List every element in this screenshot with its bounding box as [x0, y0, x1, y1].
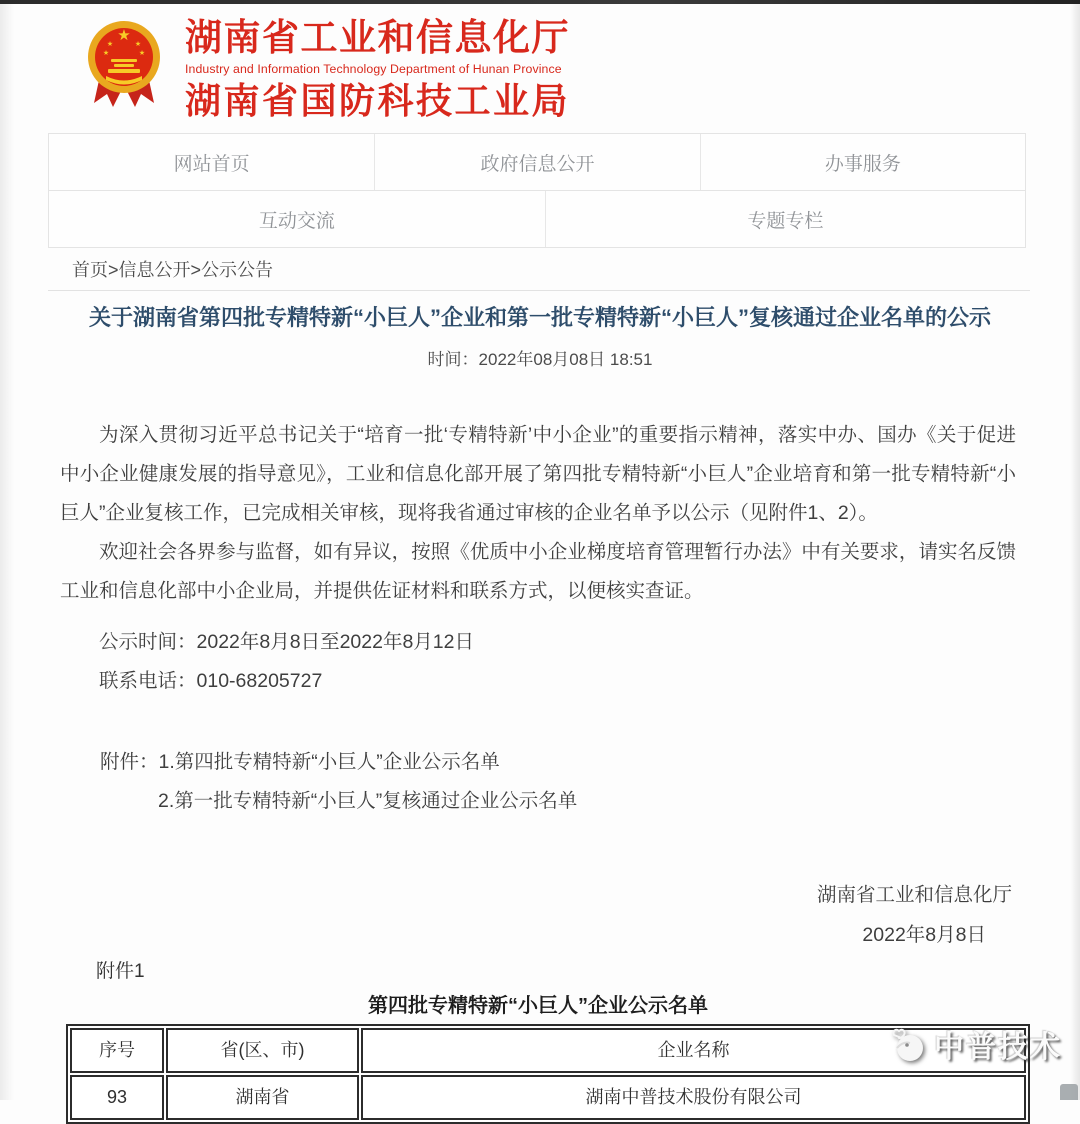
national-emblem-icon[interactable] [86, 13, 162, 113]
attachments-label: 附件： [100, 751, 159, 773]
signature-date: 2022年8月8日 [862, 924, 986, 946]
breadcrumb[interactable]: 首页>信息公开>公示公告 [72, 260, 274, 280]
article-title: 关于湖南省第四批专精特新“小巨人”企业和第一批专精特新“小巨人”复核通过企业名单的公示 [88, 305, 991, 330]
attachment-item-1 [60, 743, 1016, 782]
column-header-index: 序号 [70, 1028, 164, 1073]
nav-row-1 [49, 134, 1025, 190]
attachment-link-2[interactable]: 2.第一批专精特新“小巨人”复核通过企业公示名单 [158, 790, 578, 812]
nav-row-2 [49, 190, 1025, 247]
svg-text:★: ★ [138, 50, 146, 57]
table-row [70, 1075, 1026, 1120]
attachment-item-2 [60, 782, 1016, 821]
column-header-province: 省(区、市) [166, 1028, 359, 1073]
main-nav [48, 133, 1026, 248]
attachment-link-1[interactable]: 1.第四批专精特新“小巨人”企业公示名单 [158, 751, 500, 773]
signature-org: 湖南省工业和信息化厅 [816, 884, 1012, 906]
nav-item-home[interactable]: 网站首页 [49, 134, 374, 190]
nav-item-interaction[interactable]: 互动交流 [49, 191, 545, 247]
nav-item-special-columns[interactable]: 专题专栏 [545, 191, 1025, 247]
column-header-company: 企业名称 [361, 1028, 1026, 1073]
site-header [0, 0, 1080, 125]
cell-index: 93 [70, 1075, 164, 1120]
watermark-text: 中普技术 [934, 1031, 1062, 1064]
attachments-list [60, 743, 1016, 821]
appendix-table-title: 第四批专精特新“小巨人”企业公示名单 [368, 995, 708, 1017]
signature-block [60, 883, 1016, 947]
right-edge-shade [1070, 0, 1080, 1100]
article-body [60, 416, 1016, 1124]
svg-text:★: ★ [134, 41, 142, 48]
org-name-cn-secondary: 湖南省国防科技工业局 [185, 80, 571, 121]
svg-text:★: ★ [117, 27, 131, 44]
article-timestamp: 时间：2022年08月08日 18:51 [427, 350, 653, 369]
org-name-cn-primary: 湖南省工业和信息化厅 [185, 17, 570, 58]
article-paragraph: 欢迎社会各界参与监督，如有异议，按照《优质中小企业梯度培育管理暂行办法》中有关要求，请实名反馈工业和信息化部中小企业局，并提供佐证材料和联系方式，以便核实查证。 [60, 541, 1016, 602]
article-paragraph: 为深入贯彻习近平总书记关于“培育一批‘专精特新’中小企业”的重要指示精神，落实中办、国办《关于促进中小企业健康发展的指导意见》，工业和信息化部开展了第四批专精特新“小巨人”企业培育和第一批专精特新“小巨人”企业复核工作，已完成相关审核，现将我省通过审核的企业名单予以公示（见附件1、2）。 [60, 424, 1016, 524]
top-edge-bar [0, 0, 1080, 4]
org-name-english: Industry and Information Technology Department of Hunan Province [185, 62, 562, 76]
left-edge-shade [0, 0, 14, 1100]
table-header-row [70, 1028, 1026, 1073]
contact-phone: 联系电话：010-68205727 [99, 670, 323, 692]
appendix-label: 附件1 [96, 961, 145, 982]
appendix-table [66, 1024, 1030, 1124]
nav-item-gov-info[interactable]: 政府信息公开 [374, 134, 699, 190]
svg-text:★: ★ [102, 50, 110, 57]
breadcrumb-bar [48, 248, 1030, 291]
publicity-period: 公示时间：2022年8月8日至2022年8月12日 [99, 631, 474, 653]
corner-smudge [1060, 1084, 1078, 1100]
cell-province: 湖南省 [166, 1075, 359, 1120]
svg-text:★: ★ [106, 41, 114, 48]
cell-company-name: 湖南中普技术股份有限公司 [361, 1075, 1026, 1120]
nav-item-services[interactable]: 办事服务 [700, 134, 1025, 190]
